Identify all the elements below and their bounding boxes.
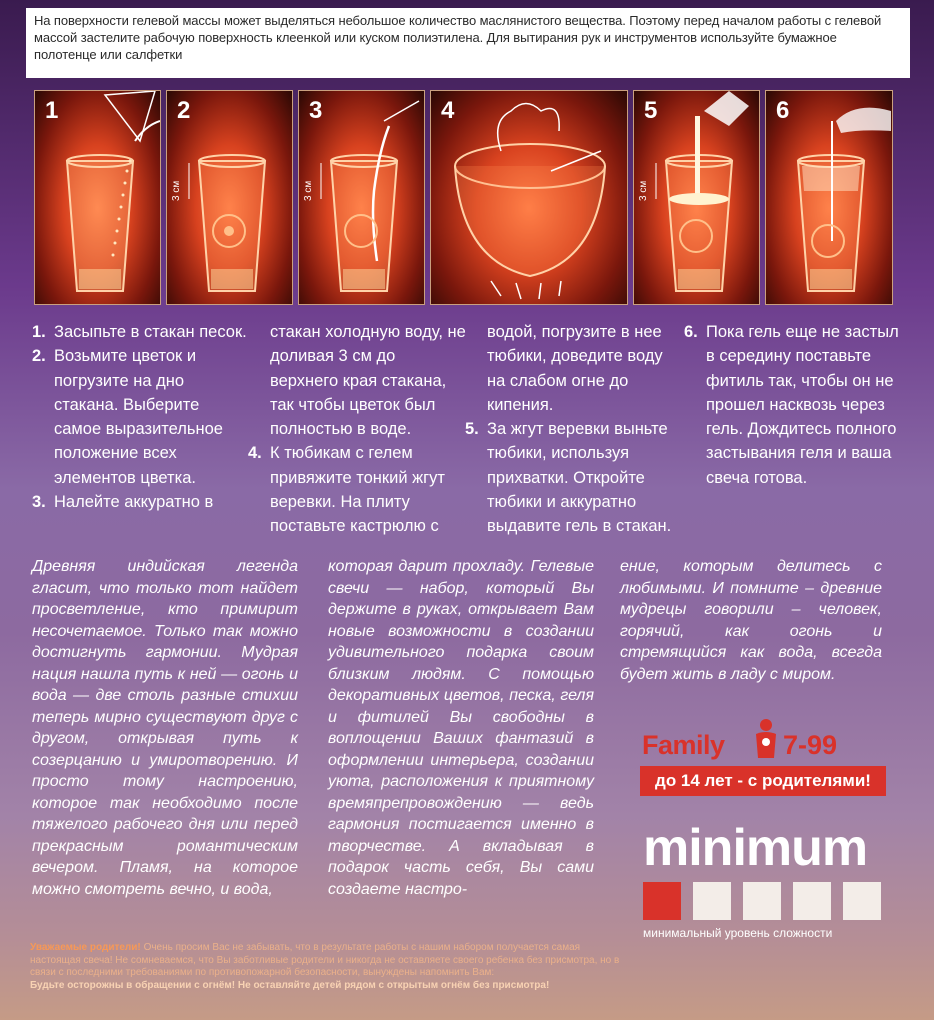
panel-number: 5 xyxy=(644,97,658,124)
parents-badge: до 14 лет - с родителями! xyxy=(640,766,886,796)
parents-warning xyxy=(30,942,630,992)
step-5 xyxy=(465,417,683,538)
step-3 xyxy=(32,490,247,514)
depth-label: 3 см xyxy=(171,180,182,201)
glass-water-illustration xyxy=(299,91,425,305)
difficulty-block xyxy=(643,820,893,940)
steps-column-1 xyxy=(32,320,247,514)
legend-text: которая дарит прохладу. Гелевые свечи — набор, который Вы держите в руках, открывает Вам новые возможности в создании удивительного подарка своим близким людям. С помощью декоративных цветов, песка, геля и фитилей Вы свободны в воплощении Ваших фантазий в оформлении интерьера, создании уюта, расположения к приятному времяпрепровождению — ведь гармония постигается именно в творчестве. А вкладывая в подарок часть себя, Вы сами создаете настро- xyxy=(328,558,594,898)
age-range: 7-99 xyxy=(783,730,838,760)
warning-fire-note: Будьте осторожны в обращении с огнём! Не оставляйте детей рядом с открытым огнём без присмотра! xyxy=(30,979,550,991)
step-text: За жгут веревки выньте тюбики, используя прихватки. Откройте тюбики и аккуратно выдавите гель в стакан. xyxy=(487,420,672,536)
step-text: Пока гель еще не застыл в середину поставьте фитиль так, чтобы он не прошел насквозь через гель. Дождитесь полного застывания геля и ваша свеча готова. xyxy=(706,323,899,487)
family-title: Family xyxy=(642,730,725,760)
legend-column-3 xyxy=(620,556,882,685)
legend-text: ение, которым делитесь с любимыми. И помните – древние мудрецы говорили – человек, горячий, как огонь и стремящийся как вода, всегда будет жить в ладу с миром. xyxy=(620,558,882,683)
step-text: Возьмите цветок и погрузите на дно стакана. Выберите самое выразительное положение всех элементов цветка. xyxy=(54,347,223,487)
step-text: К тюбикам с гелем привяжите тонкий жгут веревки. На плиту поставьте кастрюлю с xyxy=(270,444,445,536)
steps-column-2 xyxy=(248,320,466,539)
step-6 xyxy=(684,320,899,490)
step-1 xyxy=(32,320,247,344)
depth-label: 3 см xyxy=(638,180,649,201)
step-number: 2. xyxy=(32,347,46,366)
step-text: Налейте аккуратно в xyxy=(54,493,214,512)
difficulty-title: minimum xyxy=(643,819,868,877)
step-number: 4. xyxy=(248,444,262,463)
legend-text: Древняя индийская легенда гласит, что только тот найдет просветление, кто примирит несочетаемое. Только так можно достигнуть гармонии. Мудрая нация нашла путь к ней — огонь и вода — две столь разные стихии теперь мирно существуют друг с другом, открывая путь к созерцанию и умиротворению. И просто тому настроению, которое так необходимо после тяжелого рабочего дня или перед прекрасным романтическим вечером. Пламя, на которое можно смотреть вечно, и вода, xyxy=(32,558,298,898)
step-3-continued: стакан холодную воду, не доливая 3 см до верхнего края стакана, так чтобы цветок был полностью в воде. xyxy=(270,323,466,439)
gel-pouring-illustration xyxy=(634,91,760,305)
difficulty-caption: минимальный уровень сложности xyxy=(643,926,833,940)
panel-number: 6 xyxy=(776,97,790,124)
step-panel-5 xyxy=(633,90,760,305)
step-panel-6 xyxy=(765,90,893,305)
family-age-badge xyxy=(640,730,890,800)
steps-column-3 xyxy=(465,320,683,539)
panel-number: 3 xyxy=(309,97,323,124)
intro-note: На поверхности гелевой массы может выделяться небольшое количество маслянистого вещества. Поэтому перед началом работы с гелевой массой застелите рабочую поверхность клеенкой или куском полиэтилена. Для вытирания рук и инструментов используйте бумажное полотенце или салфетки xyxy=(26,8,910,78)
step-number: 6. xyxy=(684,323,698,341)
panel-number: 1 xyxy=(45,97,59,124)
step-number: 1. xyxy=(32,323,46,341)
step-4 xyxy=(248,441,466,538)
family-icon xyxy=(750,718,782,760)
step-number: 3. xyxy=(32,493,46,512)
difficulty-square-filled xyxy=(643,882,681,920)
step-panel-3 xyxy=(298,90,425,305)
step-number: 5. xyxy=(465,420,479,439)
step-2 xyxy=(32,344,247,490)
step-panel-1 xyxy=(34,90,161,305)
panel-number: 2 xyxy=(177,97,191,124)
steps-column-4 xyxy=(684,320,899,490)
warning-heading: Уважаемые родители! xyxy=(30,942,141,953)
difficulty-square xyxy=(843,882,881,920)
difficulty-square xyxy=(743,882,781,920)
step-panel-2 xyxy=(166,90,293,305)
legend-column-1 xyxy=(32,556,298,900)
step-text: Засыпьте в стакан песок. xyxy=(54,323,247,341)
pot-boiling-illustration xyxy=(431,91,628,305)
warning-body: Очень просим Вас не забывать, что в результате работы с нашим набором получается самая настоящая свеча! Не сомневаемся, что Вы заботливые родители и никогда не оставляете своего ребенка без присмотра, но в связи с последними требованиями по противопожарной безопасности, вынуждены напомнить Вам: xyxy=(30,942,620,978)
wick-inserting-illustration xyxy=(766,91,893,305)
glass-flower-illustration xyxy=(167,91,293,305)
step-4-continued: водой, погрузите в нее тюбики, доведите воду на слабом огне до кипения. xyxy=(487,323,663,414)
panel-number: 4 xyxy=(441,97,455,124)
difficulty-square xyxy=(693,882,731,920)
difficulty-square xyxy=(793,882,831,920)
legend-column-2 xyxy=(328,556,594,900)
glass-sand-illustration xyxy=(35,91,161,305)
step-panel-4 xyxy=(430,90,628,305)
depth-label: 3 см xyxy=(303,180,314,201)
